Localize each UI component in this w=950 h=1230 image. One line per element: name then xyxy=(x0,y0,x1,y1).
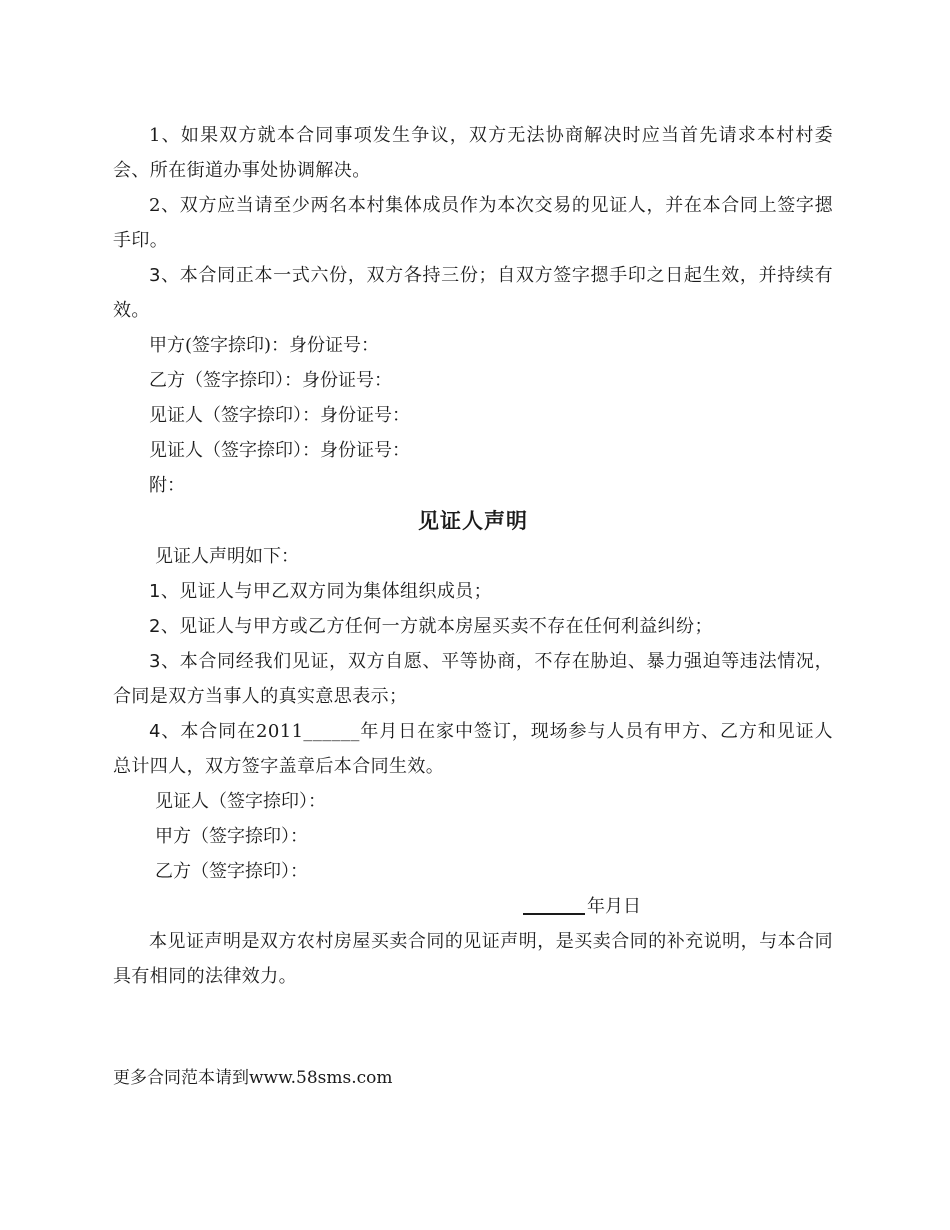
statement-title: 见证人声明 xyxy=(418,508,528,533)
clause-2: 2、双方应当请至少两名本村集体成员作为本次交易的见证人，并在本合同上签字摁手印。 xyxy=(113,195,833,251)
signature-witness-1: 见证人（签字捺印）：身份证号： xyxy=(149,405,410,426)
clause-3-text: 、本合同正本一式六份，双方各持三份；自双方签字摁手印之日起生效，并持续有效。 xyxy=(113,265,833,321)
statement-intro: 见证人声明如下： xyxy=(155,546,299,567)
footer-note: 更多合同范本请到www.58sms.com xyxy=(113,1068,393,1088)
statement-item-2 xyxy=(113,609,833,644)
signature-party-b: 乙方（签字捺印）：身份证号： xyxy=(149,370,392,391)
statement-item-text: 、见证人与甲方或乙方任何一方就本房屋买卖不存在任何利益纠纷； xyxy=(160,616,713,637)
date-blank-underline xyxy=(523,891,585,915)
clause-1: 1、如果双方就本合同事项发生争议，双方无法协商解决时应当首先请求本村村委会、所在街道办事处协调解决。 xyxy=(113,125,833,181)
statement-sign-witness: 见证人（签字捺印）： xyxy=(155,791,326,812)
statement-date-text: 年月日 xyxy=(587,896,641,917)
statement-date-line xyxy=(113,889,833,924)
document-page xyxy=(113,118,833,994)
statement-item-number: 3 xyxy=(149,651,161,672)
statement-closing: 本见证声明是双方农村房屋买卖合同的见证声明，是买卖合同的补充说明，与本合同具有相同的法律效力。 xyxy=(113,931,833,987)
clause-3-number: 3 xyxy=(149,265,161,286)
statement-item-text: 、本合同经我们见证，双方自愿、平等协商，不存在胁迫、暴力强迫等违法情况，合同是双方当事人的真实意思表示； xyxy=(113,651,833,707)
clause-3 xyxy=(113,258,833,328)
statement-sign-party-b: 乙方（签字捺印）： xyxy=(155,861,308,882)
attachment-label: 附： xyxy=(149,475,185,496)
statement-item-number: 1 xyxy=(149,581,161,602)
statement-item-text: 、本合同在2011______年月日在家中签订，现场参与人员有甲方、乙方和见证人总计四人，双方签字盖章后本合同生效。 xyxy=(113,721,833,777)
statement-item-3 xyxy=(113,644,833,714)
statement-sign-party-a: 甲方（签字捺印）： xyxy=(155,826,308,847)
statement-item-1 xyxy=(113,574,833,609)
statement-item-number: 4 xyxy=(149,721,161,742)
signature-witness-2: 见证人（签字捺印）：身份证号： xyxy=(149,440,410,461)
signature-party-a: 甲方(签字捺印)：身份证号： xyxy=(149,335,380,356)
statement-item-number: 2 xyxy=(149,616,161,637)
statement-item-4 xyxy=(113,714,833,784)
statement-item-text: 、见证人与甲乙双方同为集体组织成员； xyxy=(160,581,493,602)
